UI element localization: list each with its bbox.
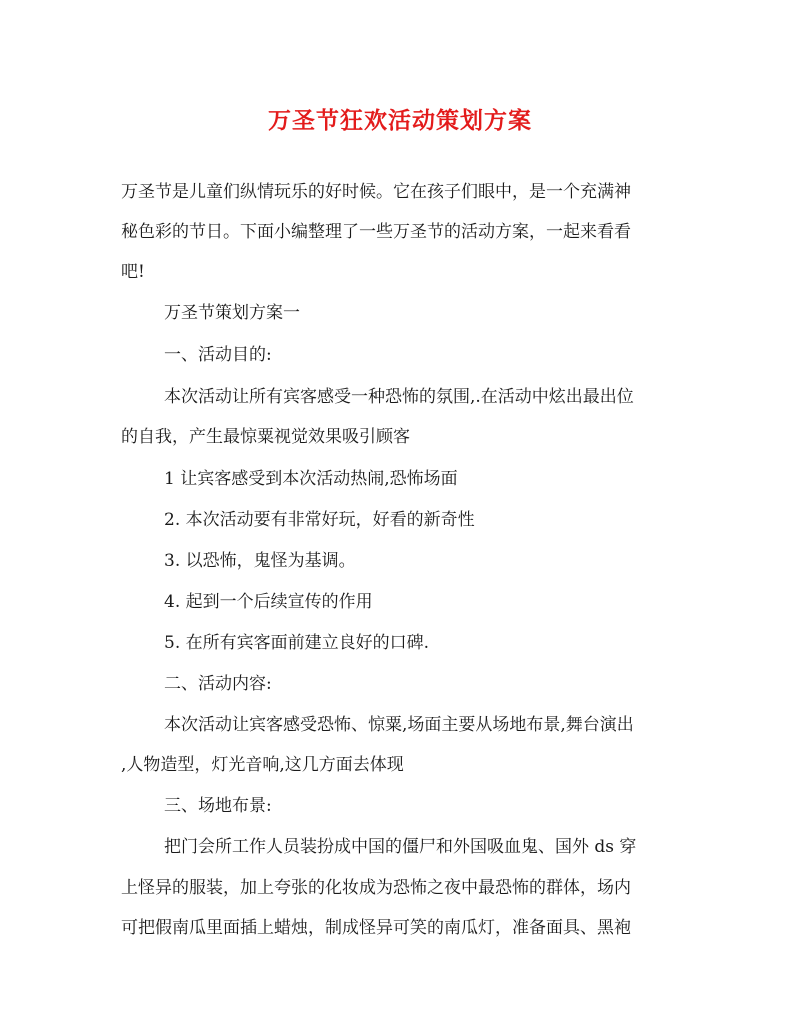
section-content-heading: 二、活动内容:	[164, 674, 272, 694]
intro-line-1: 万圣节是儿童们纵情玩乐的好时候。它在孩子们眼中，是一个充满神	[121, 182, 631, 202]
venue-paragraph-line-2: 上怪异的服装，加上夸张的化妆成为恐怖之夜中最恐怖的群体，场内	[121, 878, 631, 898]
purpose-item-2: 2. 本次活动要有非常好玩，好看的新奇性	[164, 510, 475, 530]
content-paragraph-line-2: ,人物造型，灯光音响,这几方面去体现	[121, 755, 404, 775]
section-plan-one-heading: 万圣节策划方案一	[164, 303, 300, 323]
venue-paragraph-line-1: 把门会所工作人员装扮成中国的僵尸和外国吸血鬼、国外 ds 穿	[164, 837, 637, 857]
purpose-paragraph-line-2: 的自我，产生最惊粟视觉效果吸引顾客	[121, 427, 410, 447]
purpose-item-4: 4. 起到一个后续宣传的作用	[164, 592, 373, 612]
purpose-item-1: 1 让宾客感受到本次活动热闹,恐怖场面	[164, 469, 458, 489]
venue-paragraph-line-3: 可把假南瓜里面插上蜡烛，制成怪异可笑的南瓜灯，准备面具、黑袍	[121, 918, 631, 938]
purpose-paragraph-line-1: 本次活动让所有宾客感受一种恐怖的氛围,.在活动中炫出最出位	[164, 387, 634, 407]
document-title: 万圣节狂欢活动策划方案	[268, 107, 532, 134]
section-purpose-heading: 一、活动目的:	[164, 345, 272, 365]
purpose-item-3: 3. 以恐怖，鬼怪为基调。	[164, 551, 356, 571]
intro-line-2: 秘色彩的节日。下面小编整理了一些万圣节的活动方案，一起来看看	[121, 222, 631, 242]
content-paragraph-line-1: 本次活动让宾客感受恐怖、惊粟,场面主要从场地布景,舞台演出	[164, 715, 634, 735]
purpose-item-5: 5. 在所有宾客面前建立良好的口碑.	[164, 633, 430, 653]
section-venue-heading: 三、场地布景:	[164, 796, 272, 816]
intro-line-3: 吧!	[121, 262, 145, 282]
